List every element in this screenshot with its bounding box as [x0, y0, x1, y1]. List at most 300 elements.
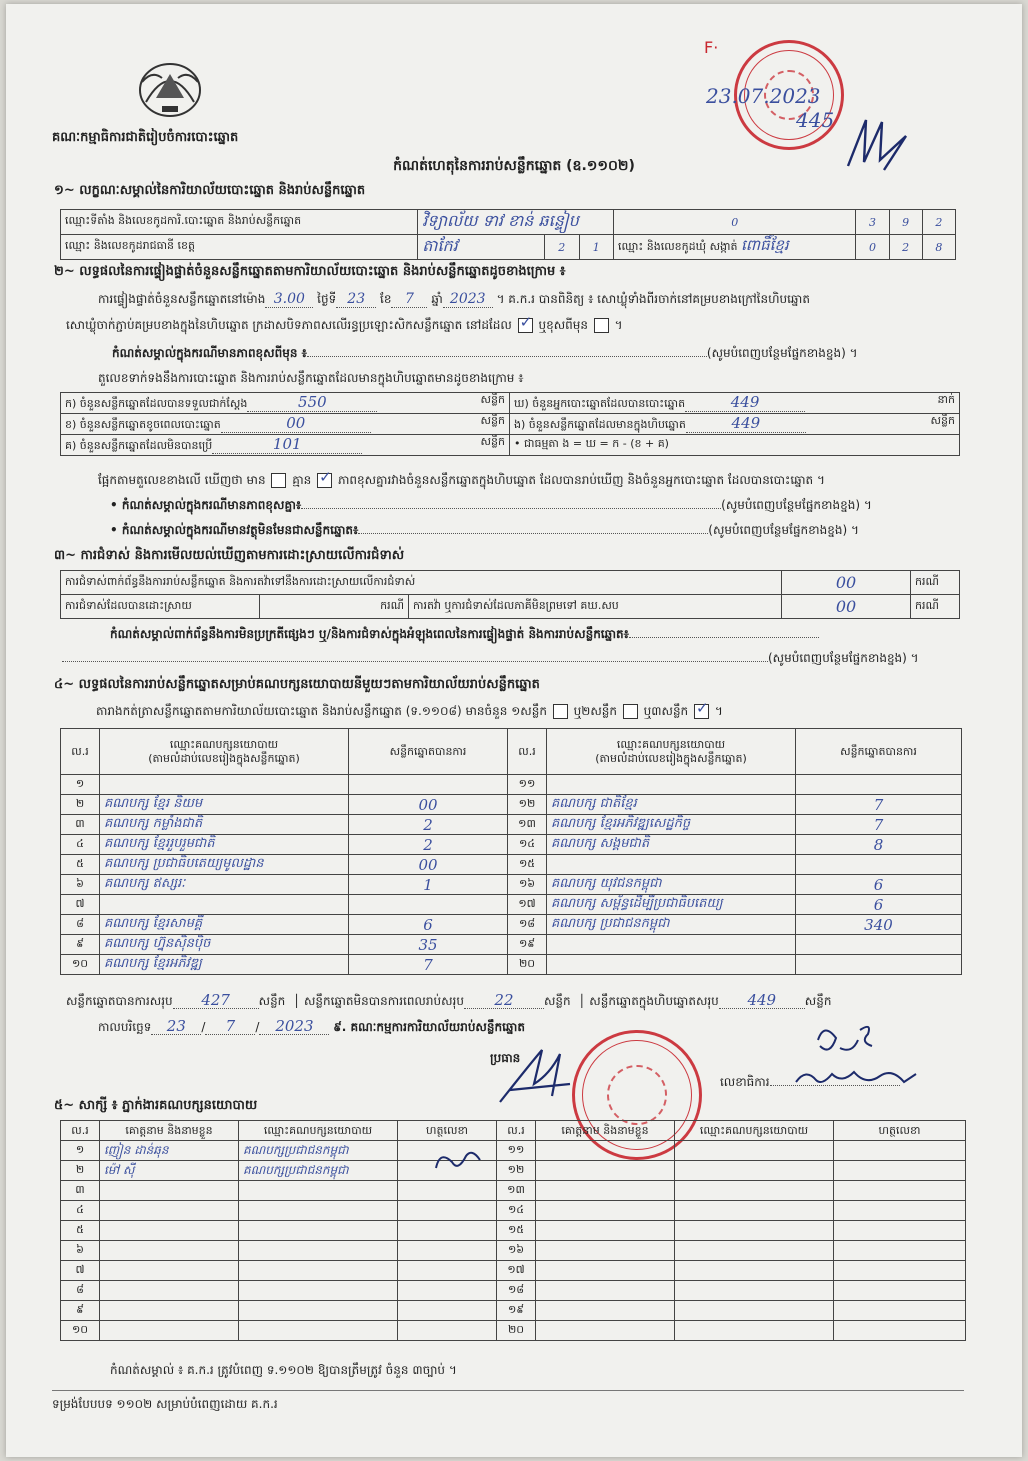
result-party: [547, 855, 796, 875]
chair-label: ប្រធាន: [490, 1051, 521, 1065]
result-party: គណបក្ស ខ្មែរសាមគ្គី: [100, 915, 349, 935]
difference-text-c: ភាពខុសគ្នារវាងចំនួនសន្លឹកឆ្នោតក្នុងហិបឆ្នោត ដែលបានរាប់ឃើញ និងចំនួនអ្នកបោះឆ្នោត ដែលបានបោះឆ្នោត ។: [337, 473, 825, 487]
year-value: 2023: [443, 291, 493, 308]
witness-sign: [834, 1301, 966, 1321]
witness-party: [239, 1221, 398, 1241]
different-checkbox[interactable]: [594, 318, 609, 333]
day-value: 23: [336, 291, 376, 308]
witness-name: [100, 1301, 239, 1321]
witness-party: [239, 1301, 398, 1321]
witness-no: ១៦: [497, 1241, 536, 1261]
tally-2-checkbox[interactable]: [623, 704, 638, 719]
witness-name: [536, 1301, 675, 1321]
witness-sign: [834, 1181, 966, 1201]
col-party-2: [547, 729, 796, 775]
section-1-table: [60, 209, 956, 260]
result-party: គណបក្ស ខ្មែរអភិវឌ្ឍ: [100, 955, 349, 975]
witness-name: [100, 1201, 239, 1221]
witness-name: [100, 1181, 239, 1201]
unused-ballots-label: គ) ចំនួនសន្លឹកឆ្នោតដែលមិនបានប្រើ: [65, 439, 213, 452]
result-votes: 7: [796, 795, 962, 815]
difference-text-b: គ្មាន: [292, 473, 312, 487]
witness-sign: [834, 1161, 966, 1181]
witness-sign: [398, 1261, 497, 1281]
result-votes: 340: [796, 915, 962, 935]
result-party: [100, 775, 349, 795]
witness-party: [675, 1161, 834, 1181]
box-ballots-label: ង) ចំនួនសន្លឹកឆ្នោតដែលមានក្នុងហិបឆ្នោត: [514, 418, 686, 431]
witness-name: [536, 1321, 675, 1341]
no-difference-checkbox[interactable]: [317, 473, 332, 488]
province-label: ឈ្មោះ និងលេខកូដរាជធានី ខេត្ត: [61, 235, 418, 260]
appeal-value: 00: [782, 595, 911, 619]
witness-no: ១១: [497, 1141, 536, 1161]
resolved-unit: ករណី: [260, 595, 409, 619]
result-no: ១៦: [508, 875, 547, 895]
col-votes: សន្លឹកឆ្នោតបានការ: [349, 729, 508, 775]
received-date: 23.07.2023: [706, 84, 821, 108]
result-votes: 6: [796, 875, 962, 895]
form-sheet: [6, 4, 1022, 1457]
result-party: គណបក្ស ខ្មែររួបរួមជាតិ: [100, 835, 349, 855]
col-party-title: ឈ្មោះគណបក្សនយោបាយ: [169, 737, 279, 751]
box-total-unit: សន្លឹក: [804, 994, 832, 1008]
ballot-figures-table: [60, 392, 960, 456]
result-row: [61, 915, 962, 935]
section-5-heading: ៥~ សាក្សី ៖ ភ្នាក់ងារគណបក្សនយោបាយ: [54, 1098, 258, 1113]
w-col-sign-2: ហត្ថលេខា: [834, 1121, 966, 1141]
result-no: ១៨: [508, 915, 547, 935]
received-ballots-cell: [61, 393, 510, 414]
result-party: គណបក្ស ហ្វ៊ុនស៊ិនប៉ិច: [100, 935, 349, 955]
witness-name: ញៀន ដាន់ឆុន: [100, 1141, 239, 1161]
witness-party: [675, 1301, 834, 1321]
result-votes: [349, 895, 508, 915]
witness-party: [675, 1221, 834, 1241]
witness-name: [536, 1141, 675, 1161]
witness-sign: [398, 1281, 497, 1301]
station-label: ឈ្មោះទីតាំង និងលេខកូដការិ.បោះឆ្នោត និងរាប់សន្លឹកឆ្នោត: [61, 210, 418, 235]
witness-sign: [398, 1201, 497, 1221]
result-party: គណបក្ស ខ្មែរ និយម: [100, 795, 349, 815]
result-no: ១: [61, 775, 100, 795]
different-label: ឬខុសពីមុន: [538, 318, 588, 332]
witness-party: [675, 1241, 834, 1261]
witness-no: ៣: [61, 1181, 100, 1201]
result-row: [61, 935, 962, 955]
result-votes: [349, 775, 508, 795]
difference-note-fill: (សូមបំពេញបន្ថែមផ្នែកខាងខ្នង) ។: [706, 346, 858, 360]
tally-text-c: ឬ៣សន្លឹក: [643, 704, 689, 718]
commune-label: ឈ្មោះ និងលេខកូដឃុំ សង្កាត់: [618, 240, 738, 253]
result-no: ១៤: [508, 835, 547, 855]
difference-text-a: ផ្អែកតាមតួលេខខាងលើ ឃើញថា មាន: [98, 473, 266, 487]
witness-sign: [834, 1281, 966, 1301]
result-no: ១៩: [508, 935, 547, 955]
result-no: ១៣: [508, 815, 547, 835]
unit-sheet-3: សន្លឹក: [930, 414, 955, 427]
witness-row: [61, 1181, 966, 1201]
totals-line: សន្លឹកឆ្នោតបានការសរុប 427 សន្លឹក │ សន្លឹកឆ្នោតមិនបានការពេលរាប់សរុប 22 សន្លឹក │ សន្លឹកឆ្នោតក្នុងហិបឆ្នោតសរុប 449 សន្លឹក: [66, 991, 832, 1009]
secretary-initials: [810, 1018, 880, 1062]
emblem-logo: [132, 52, 208, 122]
objections-table: [60, 570, 960, 619]
station-code-3: 9: [889, 210, 922, 235]
form-reference: ទម្រង់បែបបទ ១១០២ សម្រាប់បំពេញដោយ គ.ក.រ: [52, 1397, 278, 1411]
witness-no: ៤: [61, 1201, 100, 1221]
date-month: 7: [205, 1018, 255, 1035]
witness-no: ១៤: [497, 1201, 536, 1221]
box-total-label: សន្លឹកឆ្នោតក្នុងហិបឆ្នោតសរុប: [589, 994, 719, 1008]
spoiled-ballots-cell: [61, 414, 510, 435]
station-code-2: 3: [856, 210, 889, 235]
witness-row: [61, 1241, 966, 1261]
witness-party: [675, 1201, 834, 1221]
bullet-difference: [110, 497, 872, 513]
witness-name: [100, 1321, 239, 1341]
witness-name: [536, 1261, 675, 1281]
col-votes-2: សន្លឹកឆ្នោតបានការ: [796, 729, 962, 775]
appeal-label: ការតវ៉ា ឬការជំទាស់ដែលភាគីមិនព្រមទៅ គឃ.សប: [409, 595, 782, 619]
same-checkbox[interactable]: [518, 318, 533, 333]
commune-value: ពោធិ៍ខ្មែរ: [741, 236, 789, 254]
red-mark: F·: [704, 38, 719, 57]
witness-name: [100, 1261, 239, 1281]
bullet-difference-label: • កំណត់សម្គាល់ក្នុងករណីមានភាពខុសគ្នា៖: [110, 498, 302, 512]
result-party: គណបក្ស យុវជនកម្ពុជា: [547, 875, 796, 895]
result-row: [61, 775, 962, 795]
witness-no: ១៥: [497, 1221, 536, 1241]
result-row: [61, 955, 962, 975]
received-number: 445: [796, 108, 835, 132]
witness-no: ៧: [61, 1261, 100, 1281]
witness-sign: [398, 1241, 497, 1261]
witness-party: [675, 1261, 834, 1281]
witness-party: គណបក្សប្រជាជនកម្ពុជា: [239, 1141, 398, 1161]
unit-sheet-4: សន្លឹក: [480, 435, 505, 448]
witness-party: [675, 1181, 834, 1201]
bullet-objects: [110, 522, 859, 538]
witness-sign: [398, 1221, 497, 1241]
w-col-no-2: ល.រ: [497, 1121, 536, 1141]
w-col-name-2: គោត្តនាម និងនាមខ្លួន: [536, 1121, 675, 1141]
valid-total-label: សន្លឹកឆ្នោតបានការសរុប: [66, 994, 173, 1008]
result-votes: [796, 775, 962, 795]
date-year: 2023: [259, 1018, 329, 1035]
witness-sign: [398, 1321, 497, 1341]
witness-party: [675, 1141, 834, 1161]
difference-line: [98, 472, 825, 488]
result-row: [61, 855, 962, 875]
year-label: ឆ្នាំ: [431, 292, 443, 306]
result-votes: 6: [796, 895, 962, 915]
witness-row: [61, 1201, 966, 1221]
result-votes: 35: [349, 935, 508, 955]
month-value: 7: [391, 291, 427, 308]
commune-code-3: 8: [922, 235, 955, 260]
section-1-heading: ១~ លក្ខណៈសម្គាល់នៃការិយាល័យបោះឆ្នោត និងរាប់សន្លឹកឆ្នោត: [54, 183, 366, 198]
unused-ballots-cell: [61, 435, 510, 456]
invalid-total-unit: សន្លឹក: [543, 994, 571, 1008]
irregularities-note-label: កំណត់សម្គាល់ពាក់ព័ន្ធនឹងការមិនប្រក្រតីផ្សេងៗ ឬ/និងការជំទាស់ក្នុងអំឡុងពេលនៃការផ្ទៀងផ្ទាត់ និងការរាប់សន្លឹកឆ្នោត៖: [110, 627, 629, 641]
result-votes: 00: [349, 795, 508, 815]
spoiled-ballots-value: 00: [221, 414, 371, 433]
result-no: ៩: [61, 935, 100, 955]
tally-text-b: ឬ២សន្លឹក: [573, 704, 617, 718]
witness-row: [61, 1161, 966, 1181]
col-party-sub: (តាមលំដាប់លេខរៀងក្នុងសន្លឹកឆ្នោត): [148, 751, 300, 765]
witness-party: [239, 1181, 398, 1201]
secretary-signature: [792, 1064, 922, 1090]
result-votes: 7: [349, 955, 508, 975]
station-code-1: 0: [614, 210, 856, 235]
time-label: ការផ្ទៀងផ្ទាត់ចំនួនសន្លឹកឆ្នោតនៅម៉ោង: [98, 292, 266, 306]
witness-no: ៦: [61, 1241, 100, 1261]
witness-no: ១២: [497, 1161, 536, 1181]
result-votes: 00: [349, 855, 508, 875]
appeal-unit: ករណី: [911, 595, 960, 619]
result-votes: [796, 955, 962, 975]
province-code-1: 2: [545, 235, 580, 260]
secretary-label: លេខាធិការ: [720, 1075, 770, 1089]
result-no: ១១: [508, 775, 547, 795]
irregularities-line: [62, 650, 919, 666]
witness-sign: [834, 1321, 966, 1341]
witness-no: ៥: [61, 1221, 100, 1241]
difference-note: [112, 345, 858, 361]
witness-sign: [834, 1221, 966, 1241]
sign-org: ៩. គណៈកម្មការការិយាល័យរាប់សន្លឹកឆ្នោត: [333, 1020, 525, 1034]
result-party: [547, 955, 796, 975]
witness-sign: [834, 1201, 966, 1221]
unused-ballots-value: 101: [212, 435, 362, 454]
verification-line-1: [98, 291, 810, 308]
result-votes: 2: [349, 815, 508, 835]
witness-sign: [834, 1141, 966, 1161]
result-party: គណបក្ស កម្លាំងជាតិ: [100, 815, 349, 835]
witness-name: [100, 1221, 239, 1241]
commune-code-1: 0: [856, 235, 889, 260]
witness-signature: [430, 1144, 486, 1178]
commission-name: គណៈកម្មាធិការជាតិរៀបចំការបោះឆ្នោត: [52, 130, 239, 145]
objections-label: ការជំទាស់ពាក់ព័ន្ធនឹងការរាប់សន្លឹកឆ្នោត និងការតវ៉ាទៅនឹងការដោះស្រាយលើការជំទាស់: [61, 571, 782, 595]
witness-row: [61, 1281, 966, 1301]
result-votes: 2: [349, 835, 508, 855]
result-no: ៥: [61, 855, 100, 875]
valid-total-unit: សន្លឹក: [258, 994, 286, 1008]
irregularities-note: [110, 626, 819, 642]
witness-no: ៨: [61, 1281, 100, 1301]
tally-sheets-line: [96, 703, 723, 719]
date-label: កាលបរិច្ឆេទ: [98, 1020, 152, 1034]
w-col-party-2: ឈ្មោះគណបក្សនយោបាយ: [675, 1121, 834, 1141]
result-no: ១០: [61, 955, 100, 975]
witness-party: [675, 1281, 834, 1301]
col-party-title-2: ឈ្មោះគណបក្សនយោបាយ: [616, 737, 726, 751]
witness-party: [675, 1321, 834, 1341]
footer-divider: [52, 1390, 964, 1391]
result-votes: 1: [349, 875, 508, 895]
station-value: វិទ្យាល័យ ទាវ ខាន់ ឆន្ទៀប: [418, 210, 614, 235]
witness-sign: [834, 1261, 966, 1281]
witness-party: គណបក្សប្រជាជនកម្ពុជា: [239, 1161, 398, 1181]
section-3-heading: ៣~ ការជំទាស់ និងការមើលយល់ឃើញតាមការដោះស្រាយលើការជំទាស់: [54, 548, 405, 563]
invalid-total-label: សន្លឹកឆ្នោតមិនបានការពេលរាប់សរុប: [303, 994, 464, 1008]
result-party: គណបក្ស ប្រជាធិបតេយ្យមូលដ្ឋាន: [100, 855, 349, 875]
voters-cell: [510, 393, 960, 414]
result-row: [61, 875, 962, 895]
results-table: [60, 728, 962, 975]
month-label: ខែ: [380, 292, 392, 306]
tally-text-d: ។: [714, 704, 723, 718]
witness-name: [100, 1281, 239, 1301]
formula: • ជាធម្មតា ង = ឃ = ក - (ខ + គ): [510, 435, 960, 456]
form-title: កំណត់ហេតុនៃការរាប់សន្លឹកឆ្នោត (ឧ.១១០២): [393, 158, 635, 174]
line2-end: ។: [614, 318, 623, 332]
commune-cell: [614, 235, 856, 260]
witness-sign: [398, 1301, 497, 1321]
result-no: ២: [61, 795, 100, 815]
result-row: [61, 895, 962, 915]
col-party: [100, 729, 349, 775]
time-value: 3.00: [265, 291, 313, 308]
province-value: តាកែវ: [418, 235, 545, 260]
result-party: [547, 935, 796, 955]
witness-name: ម៉ៅ ស៊ី: [100, 1161, 239, 1181]
witness-no: ២០: [497, 1321, 536, 1341]
objections-unit: ករណី: [911, 571, 960, 595]
result-votes: 7: [796, 815, 962, 835]
result-party: គណបក្ស ជាតិខ្មែរ: [547, 795, 796, 815]
result-no: ៣: [61, 815, 100, 835]
result-party: គណបក្ស ឥស្សរៈ: [100, 875, 349, 895]
witness-row: [61, 1301, 966, 1321]
witness-name: [536, 1161, 675, 1181]
witness-sign: [834, 1241, 966, 1261]
col-no-2: ល.រ: [508, 729, 547, 775]
spoiled-ballots-label: ខ) ចំនួនសន្លឹកឆ្នោតខូចពេលបោះឆ្នោត: [65, 418, 221, 431]
witness-party: [239, 1261, 398, 1281]
witness-name: [536, 1281, 675, 1301]
received-ballots-value: 550: [247, 393, 377, 412]
result-party: [547, 775, 796, 795]
station-code-4: 2: [922, 210, 955, 235]
province-code-2: 1: [579, 235, 614, 260]
received-ballots-label: ក) ចំនួនសន្លឹកឆ្នោតដែលបានទទួលជាក់ស្តែង: [65, 397, 248, 410]
result-party: គណបក្ស សង្គមជាតិ: [547, 835, 796, 855]
result-row: [61, 835, 962, 855]
result-no: ៦: [61, 875, 100, 895]
unit-sheet-2: សន្លឹក: [480, 414, 505, 427]
witness-table: [60, 1120, 966, 1341]
witness-no: ១៩: [497, 1301, 536, 1321]
w-col-party: ឈ្មោះគណបក្សនយោបាយ: [239, 1121, 398, 1141]
tally-text-a: តារាងកត់ត្រាសន្លឹកឆ្នោតតាមការិយាល័យបោះឆ្នោត និងរាប់សន្លឹកឆ្នោត (ទ.១១០៨) មានចំនួន ១សន្លឹក: [96, 704, 547, 718]
difference-note-label: កំណត់សម្គាល់ក្នុងករណីមានភាពខុសពីមុន ៖: [112, 346, 307, 360]
result-row: [61, 815, 962, 835]
has-difference-checkbox[interactable]: [271, 473, 286, 488]
witness-party: [239, 1321, 398, 1341]
result-votes: 6: [349, 915, 508, 935]
result-party: គណបក្ស ប្រជាជនកម្ពុជា: [547, 915, 796, 935]
witness-name: [100, 1241, 239, 1261]
witness-sign: [398, 1181, 497, 1201]
box-ballots-cell: [510, 414, 960, 435]
w-col-no: ល.រ: [61, 1121, 100, 1141]
verification-line-2: [66, 317, 623, 333]
result-party: គណបក្ស ខ្មែរអភិវឌ្ឍសេដ្ឋកិច្ច: [547, 815, 796, 835]
result-votes: [796, 935, 962, 955]
section-4-heading: ៤~ លទ្ធផលនៃការរាប់សន្លឹកឆ្នោតសម្រាប់គណបក្សនយោបាយនីមួយៗតាមការិយាល័យរាប់សន្លឹកឆ្នោត: [54, 677, 540, 692]
witness-no: ១០: [61, 1321, 100, 1341]
witness-row: [61, 1321, 966, 1341]
voters-label: ឃ) ចំនួនអ្នកបោះឆ្នោតដែលបានបោះឆ្នោត: [514, 397, 686, 410]
invalid-total-value: 22: [464, 992, 544, 1009]
result-votes: 8: [796, 835, 962, 855]
witness-no: ១៧: [497, 1261, 536, 1281]
section-2-heading: ២~ លទ្ធផលនៃការផ្ទៀងផ្ទាត់ចំនួនសន្លឹកឆ្នោតតាមការិយាល័យបោះឆ្នោត និងរាប់សន្លឹកឆ្នោតដូចខាងក្រោម ៖: [54, 264, 566, 279]
w-col-sign: ហត្ថលេខា: [398, 1121, 497, 1141]
box-ballots-value: 449: [686, 414, 806, 433]
witness-no: ៩: [61, 1301, 100, 1321]
unit-sheet-1: សន្លឹក: [480, 393, 505, 406]
day-label: ថ្ងៃទី: [317, 292, 337, 306]
result-party: គណបក្ស សម្ព័ន្ធដើម្បីប្រជាធិបតេយ្យ: [547, 895, 796, 915]
witness-no: ១: [61, 1141, 100, 1161]
w-col-name: គោត្តនាម និងនាមខ្លួន: [100, 1121, 239, 1141]
witness-party: [239, 1241, 398, 1261]
result-no: ១៧: [508, 895, 547, 915]
figures-intro: តួលេខទាក់ទងនឹងការបោះឆ្នោត និងការរាប់សន្លឹកឆ្នោតដែលមានក្នុងហិបឆ្នោតមានដូចខាងក្រោម ៖: [98, 371, 524, 385]
bullet-objects-label: • កំណត់សម្គាល់ក្នុងករណីមានវត្ថុមិនមែនជាសន្លឹកឆ្នោត៖: [110, 523, 359, 537]
witness-row: [61, 1221, 966, 1241]
irregularities-fill: (សូមបំពេញបន្ថែមផ្នែកខាងខ្នង) ។: [768, 651, 919, 665]
witness-no: ២: [61, 1161, 100, 1181]
tally-3-checkbox[interactable]: [694, 704, 709, 719]
witness-name: [536, 1181, 675, 1201]
bullet-difference-fill: (សូមបំពេញបន្ថែមផ្នែកខាងខ្នង) ។: [721, 498, 872, 512]
bullet-objects-fill: (សូមបំពេញបន្ថែមផ្នែកខាងខ្នង) ។: [708, 523, 859, 537]
witness-name: [536, 1201, 675, 1221]
witness-party: [239, 1281, 398, 1301]
witness-name: [536, 1221, 675, 1241]
chair-signature: [490, 1044, 580, 1114]
result-votes: [796, 855, 962, 875]
col-no: ល.រ: [61, 729, 100, 775]
objections-value: 00: [782, 571, 911, 595]
witness-no: ១៨: [497, 1281, 536, 1301]
result-no: ១២: [508, 795, 547, 815]
date-line: កាលបរិច្ឆេទ 23 / 7 / 2023 ៩. គណៈកម្មការការិយាល័យរាប់សន្លឹកឆ្នោត: [98, 1017, 525, 1035]
commune-code-2: 2: [889, 235, 922, 260]
date-day: 23: [151, 1018, 201, 1035]
footer-note: កំណត់សម្គាល់ ៖ គ.ក.រ ត្រូវបំពេញ ទ.១១០២ ឱ្យបានត្រឹមត្រូវ ចំនួន ៣ច្បាប់ ។: [110, 1363, 457, 1377]
witness-party: [239, 1201, 398, 1221]
witness-no: ១៣: [497, 1181, 536, 1201]
result-no: ៤: [61, 835, 100, 855]
result-no: ១៥: [508, 855, 547, 875]
verification-text-2: សោឃ្លុំចាក់ភ្ជាប់គម្របខាងក្នុងនៃហិបឆ្នោត ក្រដាសបិទភាពសលើរន្ធប្រឡោះសិកសន្លឹកឆ្នោត នៅដដែល: [66, 318, 512, 332]
result-no: ៧: [61, 895, 100, 915]
witness-row: [61, 1261, 966, 1281]
tally-1-checkbox[interactable]: [553, 704, 568, 719]
result-party: [100, 895, 349, 915]
resolved-label: ការជំទាស់ដែលបានដោះស្រាយ: [61, 595, 260, 619]
unit-person: នាក់: [937, 393, 955, 406]
box-total-value: 449: [719, 992, 805, 1009]
result-no: ៨: [61, 915, 100, 935]
verification-text-1: ។ គ.ក.រ បានពិនិត្យ ៖ សោឃ្លុំទាំងពីរចាក់នៅគម្របខាងក្រៅនៃហិបឆ្នោត: [496, 292, 810, 306]
